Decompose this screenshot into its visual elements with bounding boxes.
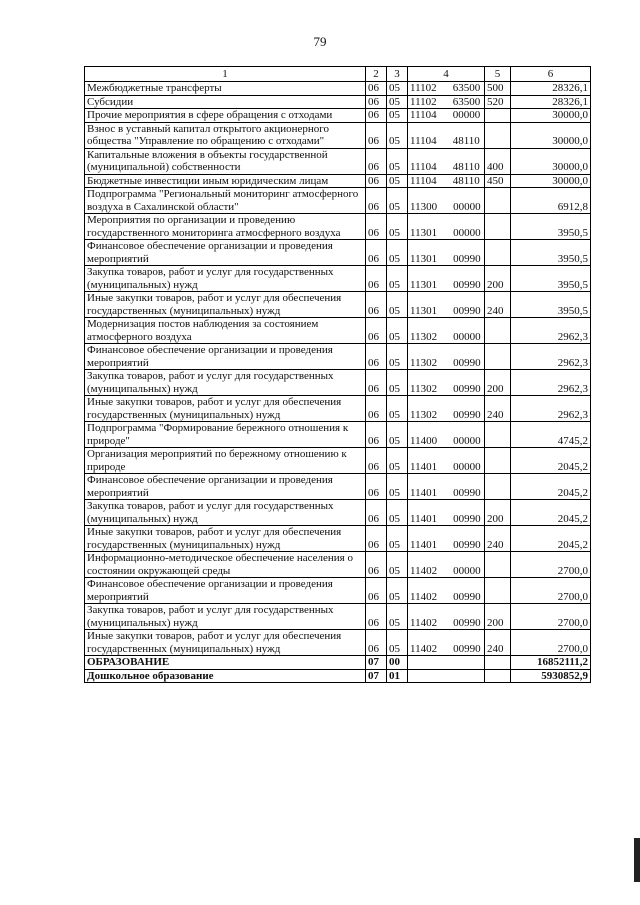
row-name-cell: Субсидии bbox=[85, 95, 366, 109]
column-header: 4 bbox=[408, 67, 485, 82]
scan-edge-mark bbox=[634, 838, 640, 882]
section-code-cell: 06 bbox=[366, 344, 387, 370]
table-row bbox=[85, 122, 591, 148]
amount-cell: 2700,0 bbox=[511, 604, 591, 630]
amount-cell: 3950,5 bbox=[511, 292, 591, 318]
row-name-cell: Финансовое обеспечение организации и проведения мероприятий bbox=[85, 578, 366, 604]
target-article-part2: 00000 bbox=[452, 109, 481, 121]
target-article-part1: 11402 bbox=[410, 616, 438, 629]
expense-type-cell bbox=[485, 552, 511, 578]
table-row bbox=[85, 82, 591, 96]
column-header: 6 bbox=[511, 67, 591, 82]
target-article-part2: 00000 bbox=[453, 434, 481, 447]
target-article-part2: 00990 bbox=[453, 642, 481, 655]
section-code-cell: 06 bbox=[366, 318, 387, 344]
expense-type-cell bbox=[485, 122, 511, 148]
target-article-part1: 11102 bbox=[410, 95, 437, 108]
target-article-cell bbox=[408, 422, 485, 448]
target-article-part2: 48110 bbox=[452, 174, 480, 187]
subsection-code-cell: 01 bbox=[387, 669, 408, 683]
amount-cell: 2700,0 bbox=[511, 630, 591, 656]
amount-cell: 16852111,2 bbox=[511, 656, 591, 670]
row-name-cell: Закупка товаров, работ и услуг для государственных (муниципальных) нужд bbox=[85, 500, 366, 526]
row-name-cell: Финансовое обеспечение организации и проведения мероприятий bbox=[85, 240, 366, 266]
expense-type-cell: 200 bbox=[485, 266, 511, 292]
subsection-code-cell: 05 bbox=[387, 370, 408, 396]
target-article-cell bbox=[408, 448, 485, 474]
table-row bbox=[85, 174, 591, 188]
expense-type-cell bbox=[485, 422, 511, 448]
expense-type-cell: 200 bbox=[485, 370, 511, 396]
table-row bbox=[85, 318, 591, 344]
target-article-part2: 00990 bbox=[453, 356, 481, 369]
table-row bbox=[85, 188, 591, 214]
target-article-cell bbox=[408, 604, 485, 630]
row-name-cell: Модернизация постов наблюдения за состоянием атмосферного воздуха bbox=[85, 318, 366, 344]
target-article-cell bbox=[408, 174, 485, 188]
subsection-code-cell: 05 bbox=[387, 344, 408, 370]
column-header: 5 bbox=[485, 67, 511, 82]
table-row bbox=[85, 669, 591, 683]
section-code-cell: 06 bbox=[366, 292, 387, 318]
target-article-part1: 11302 bbox=[410, 382, 438, 395]
section-code-cell: 06 bbox=[366, 578, 387, 604]
amount-cell: 3950,5 bbox=[511, 214, 591, 240]
amount-cell: 28326,1 bbox=[511, 82, 591, 96]
target-article-part2: 00990 bbox=[453, 486, 481, 499]
amount-cell: 2045,2 bbox=[511, 500, 591, 526]
subsection-code-cell: 05 bbox=[387, 422, 408, 448]
expense-type-cell: 240 bbox=[485, 396, 511, 422]
target-article-cell bbox=[408, 109, 485, 123]
section-code-cell: 06 bbox=[366, 552, 387, 578]
target-article-cell bbox=[408, 526, 485, 552]
target-article-part1: 11301 bbox=[410, 226, 438, 239]
target-article-part2: 00990 bbox=[453, 408, 481, 421]
row-name-cell: Организация мероприятий по бережному отношению к природе bbox=[85, 448, 366, 474]
expense-type-cell bbox=[485, 448, 511, 474]
target-article-part1: 11401 bbox=[410, 486, 438, 499]
target-article-part2: 48110 bbox=[452, 135, 480, 147]
row-name-cell: Иные закупки товаров, работ и услуг для обеспечения государственных (муниципальных) нужд bbox=[85, 396, 366, 422]
section-code-cell: 07 bbox=[366, 656, 387, 670]
expense-type-cell bbox=[485, 318, 511, 344]
row-name-cell: Закупка товаров, работ и услуг для государственных (муниципальных) нужд bbox=[85, 266, 366, 292]
amount-cell: 30000,0 bbox=[511, 109, 591, 123]
subsection-code-cell: 05 bbox=[387, 174, 408, 188]
table-row bbox=[85, 604, 591, 630]
amount-cell: 2700,0 bbox=[511, 578, 591, 604]
expense-type-cell bbox=[485, 656, 511, 670]
expense-type-cell: 200 bbox=[485, 500, 511, 526]
section-code-cell: 06 bbox=[366, 396, 387, 422]
target-article-part2: 00990 bbox=[453, 304, 481, 317]
amount-cell: 5930852,9 bbox=[511, 669, 591, 683]
subsection-code-cell: 05 bbox=[387, 292, 408, 318]
target-article-cell bbox=[408, 82, 485, 96]
target-article-part1: 11104 bbox=[410, 135, 437, 147]
amount-cell: 2700,0 bbox=[511, 552, 591, 578]
target-article-part1: 11401 bbox=[410, 512, 438, 525]
expense-type-cell: 400 bbox=[485, 148, 511, 174]
target-article-part2: 63500 bbox=[452, 82, 481, 94]
section-code-cell: 06 bbox=[366, 474, 387, 500]
target-article-part1: 11302 bbox=[410, 330, 438, 343]
subsection-code-cell: 05 bbox=[387, 109, 408, 123]
target-article-cell bbox=[408, 266, 485, 292]
section-code-cell: 06 bbox=[366, 526, 387, 552]
page-number: 79 bbox=[313, 34, 327, 49]
section-code-cell: 06 bbox=[366, 240, 387, 266]
row-name-cell: Прочие мероприятия в сфере обращения с отходами bbox=[85, 109, 366, 123]
row-name-cell: Мероприятия по организации и проведению государственного мониторинга атмосферного воздуха bbox=[85, 214, 366, 240]
table-row bbox=[85, 266, 591, 292]
target-article-part2: 63500 bbox=[452, 95, 481, 108]
expense-type-cell: 500 bbox=[485, 82, 511, 96]
expense-type-cell: 240 bbox=[485, 630, 511, 656]
table-row bbox=[85, 500, 591, 526]
row-name-cell: Взнос в уставный капитал открытого акционерного общества "Управление по обращению с отходами" bbox=[85, 122, 366, 148]
subsection-code-cell: 05 bbox=[387, 240, 408, 266]
target-article-cell bbox=[408, 188, 485, 214]
table-row bbox=[85, 370, 591, 396]
table-row bbox=[85, 656, 591, 670]
expense-type-cell bbox=[485, 109, 511, 123]
table-row bbox=[85, 474, 591, 500]
amount-cell: 4745,2 bbox=[511, 422, 591, 448]
target-article-cell bbox=[408, 669, 485, 683]
target-article-cell bbox=[408, 292, 485, 318]
target-article-cell bbox=[408, 95, 485, 109]
target-article-part1: 11402 bbox=[410, 642, 438, 655]
section-code-cell: 06 bbox=[366, 422, 387, 448]
row-name-cell: Финансовое обеспечение организации и проведения мероприятий bbox=[85, 344, 366, 370]
subsection-code-cell: 05 bbox=[387, 552, 408, 578]
target-article-part1: 11402 bbox=[410, 564, 438, 577]
subsection-code-cell: 05 bbox=[387, 148, 408, 174]
column-header: 2 bbox=[366, 67, 387, 82]
table-row bbox=[85, 396, 591, 422]
subsection-code-cell: 05 bbox=[387, 95, 408, 109]
target-article-part1: 11401 bbox=[410, 538, 438, 551]
target-article-part2: 00990 bbox=[453, 278, 481, 291]
subsection-code-cell: 05 bbox=[387, 214, 408, 240]
expense-type-cell bbox=[485, 214, 511, 240]
amount-cell: 2962,3 bbox=[511, 370, 591, 396]
table-row bbox=[85, 95, 591, 109]
amount-cell: 3950,5 bbox=[511, 240, 591, 266]
table-row bbox=[85, 630, 591, 656]
target-article-part1: 11402 bbox=[410, 590, 438, 603]
table-row bbox=[85, 422, 591, 448]
target-article-part1: 11300 bbox=[410, 200, 438, 213]
row-name-cell: Иные закупки товаров, работ и услуг для обеспечения государственных (муниципальных) нужд bbox=[85, 526, 366, 552]
amount-cell: 2962,3 bbox=[511, 344, 591, 370]
expense-type-cell bbox=[485, 344, 511, 370]
target-article-part2: 00000 bbox=[453, 564, 481, 577]
target-article-part1: 11301 bbox=[410, 252, 438, 265]
row-name-cell: Подпрограмма "Формирование бережного отношения к природе" bbox=[85, 422, 366, 448]
subsection-code-cell: 00 bbox=[387, 656, 408, 670]
target-article-part1: 11401 bbox=[410, 460, 438, 473]
subsection-code-cell: 05 bbox=[387, 630, 408, 656]
target-article-cell bbox=[408, 474, 485, 500]
target-article-part2: 48110 bbox=[452, 161, 480, 173]
target-article-part1: 11104 bbox=[410, 109, 437, 121]
section-code-cell: 06 bbox=[366, 95, 387, 109]
target-article-part2: 00990 bbox=[453, 252, 481, 265]
row-name-cell: Финансовое обеспечение организации и проведения мероприятий bbox=[85, 474, 366, 500]
table-header-row bbox=[85, 67, 591, 82]
row-name-cell: Капитальные вложения в объекты государственной (муниципальной) собственности bbox=[85, 148, 366, 174]
expense-type-cell: 240 bbox=[485, 526, 511, 552]
amount-cell: 30000,0 bbox=[511, 148, 591, 174]
target-article-cell bbox=[408, 578, 485, 604]
target-article-part2: 00990 bbox=[453, 616, 481, 629]
subsection-code-cell: 05 bbox=[387, 122, 408, 148]
column-header: 1 bbox=[85, 67, 366, 82]
subsection-code-cell: 05 bbox=[387, 188, 408, 214]
target-article-part1: 11301 bbox=[410, 304, 438, 317]
expense-type-cell: 520 bbox=[485, 95, 511, 109]
table-row bbox=[85, 240, 591, 266]
target-article-cell bbox=[408, 122, 485, 148]
expense-type-cell: 240 bbox=[485, 292, 511, 318]
target-article-part1: 11102 bbox=[410, 82, 437, 94]
target-article-part2: 00000 bbox=[453, 226, 481, 239]
subsection-code-cell: 05 bbox=[387, 318, 408, 344]
amount-cell: 30000,0 bbox=[511, 174, 591, 188]
subsection-code-cell: 05 bbox=[387, 448, 408, 474]
expense-type-cell bbox=[485, 669, 511, 683]
subsection-code-cell: 05 bbox=[387, 396, 408, 422]
subsection-code-cell: 05 bbox=[387, 474, 408, 500]
row-name-cell: Закупка товаров, работ и услуг для государственных (муниципальных) нужд bbox=[85, 604, 366, 630]
target-article-part2: 00990 bbox=[453, 512, 481, 525]
target-article-part1: 11104 bbox=[410, 161, 437, 173]
target-article-part1: 11302 bbox=[410, 356, 438, 369]
table-row bbox=[85, 292, 591, 318]
section-code-cell: 06 bbox=[366, 109, 387, 123]
expense-type-cell: 200 bbox=[485, 604, 511, 630]
section-code-cell: 06 bbox=[366, 188, 387, 214]
target-article-part1: 11400 bbox=[410, 434, 438, 447]
subsection-code-cell: 05 bbox=[387, 500, 408, 526]
row-name-cell: Дошкольное образование bbox=[85, 669, 366, 683]
section-code-cell: 06 bbox=[366, 82, 387, 96]
row-name-cell: Межбюджетные трансферты bbox=[85, 82, 366, 96]
expense-type-cell bbox=[485, 578, 511, 604]
expense-type-cell bbox=[485, 474, 511, 500]
expense-type-cell: 450 bbox=[485, 174, 511, 188]
subsection-code-cell: 05 bbox=[387, 578, 408, 604]
row-name-cell: Иные закупки товаров, работ и услуг для обеспечения государственных (муниципальных) нужд bbox=[85, 292, 366, 318]
target-article-part1: 11104 bbox=[410, 174, 437, 187]
amount-cell: 3950,5 bbox=[511, 266, 591, 292]
target-article-cell bbox=[408, 630, 485, 656]
amount-cell: 2045,2 bbox=[511, 526, 591, 552]
target-article-cell bbox=[408, 240, 485, 266]
section-code-cell: 06 bbox=[366, 174, 387, 188]
subsection-code-cell: 05 bbox=[387, 266, 408, 292]
target-article-cell bbox=[408, 148, 485, 174]
target-article-part1: 11302 bbox=[410, 408, 438, 421]
target-article-part2: 00990 bbox=[453, 590, 481, 603]
section-code-cell: 06 bbox=[366, 448, 387, 474]
target-article-cell bbox=[408, 396, 485, 422]
section-code-cell: 06 bbox=[366, 500, 387, 526]
target-article-part2: 00990 bbox=[453, 538, 481, 551]
target-article-cell bbox=[408, 656, 485, 670]
target-article-cell bbox=[408, 214, 485, 240]
amount-cell: 2045,2 bbox=[511, 474, 591, 500]
amount-cell: 28326,1 bbox=[511, 95, 591, 109]
target-article-cell bbox=[408, 318, 485, 344]
section-code-cell: 06 bbox=[366, 214, 387, 240]
table-row bbox=[85, 526, 591, 552]
subsection-code-cell: 05 bbox=[387, 604, 408, 630]
section-code-cell: 06 bbox=[366, 370, 387, 396]
section-code-cell: 06 bbox=[366, 604, 387, 630]
target-article-part2: 00000 bbox=[453, 460, 481, 473]
table-row bbox=[85, 344, 591, 370]
section-code-cell: 06 bbox=[366, 630, 387, 656]
target-article-part2: 00000 bbox=[453, 200, 481, 213]
target-article-cell bbox=[408, 500, 485, 526]
subsection-code-cell: 05 bbox=[387, 82, 408, 96]
table-row bbox=[85, 578, 591, 604]
amount-cell: 6912,8 bbox=[511, 188, 591, 214]
section-code-cell: 06 bbox=[366, 122, 387, 148]
target-article-cell bbox=[408, 344, 485, 370]
table-row bbox=[85, 148, 591, 174]
target-article-part1: 11301 bbox=[410, 278, 438, 291]
amount-cell: 2045,2 bbox=[511, 448, 591, 474]
amount-cell: 2962,3 bbox=[511, 318, 591, 344]
target-article-part2: 00000 bbox=[453, 330, 481, 343]
section-code-cell: 06 bbox=[366, 266, 387, 292]
table-row bbox=[85, 448, 591, 474]
amount-cell: 2962,3 bbox=[511, 396, 591, 422]
target-article-cell bbox=[408, 552, 485, 578]
table-row bbox=[85, 109, 591, 123]
target-article-part2: 00990 bbox=[453, 382, 481, 395]
expense-type-cell bbox=[485, 188, 511, 214]
row-name-cell: ОБРАЗОВАНИЕ bbox=[85, 656, 366, 670]
subsection-code-cell: 05 bbox=[387, 526, 408, 552]
table-row bbox=[85, 552, 591, 578]
target-article-cell bbox=[408, 370, 485, 396]
row-name-cell: Закупка товаров, работ и услуг для государственных (муниципальных) нужд bbox=[85, 370, 366, 396]
section-code-cell: 07 bbox=[366, 669, 387, 683]
budget-table bbox=[84, 66, 591, 683]
row-name-cell: Бюджетные инвестиции иным юридическим лицам bbox=[85, 174, 366, 188]
amount-cell: 30000,0 bbox=[511, 122, 591, 148]
row-name-cell: Подпрограмма "Региональный мониторинг атмосферного воздуха в Сахалинской области" bbox=[85, 188, 366, 214]
section-code-cell: 06 bbox=[366, 148, 387, 174]
expense-type-cell bbox=[485, 240, 511, 266]
column-header: 3 bbox=[387, 67, 408, 82]
table-row bbox=[85, 214, 591, 240]
row-name-cell: Иные закупки товаров, работ и услуг для обеспечения государственных (муниципальных) нужд bbox=[85, 630, 366, 656]
row-name-cell: Информационно-методическое обеспечение населения о состоянии окружающей среды bbox=[85, 552, 366, 578]
table-body bbox=[85, 82, 591, 683]
